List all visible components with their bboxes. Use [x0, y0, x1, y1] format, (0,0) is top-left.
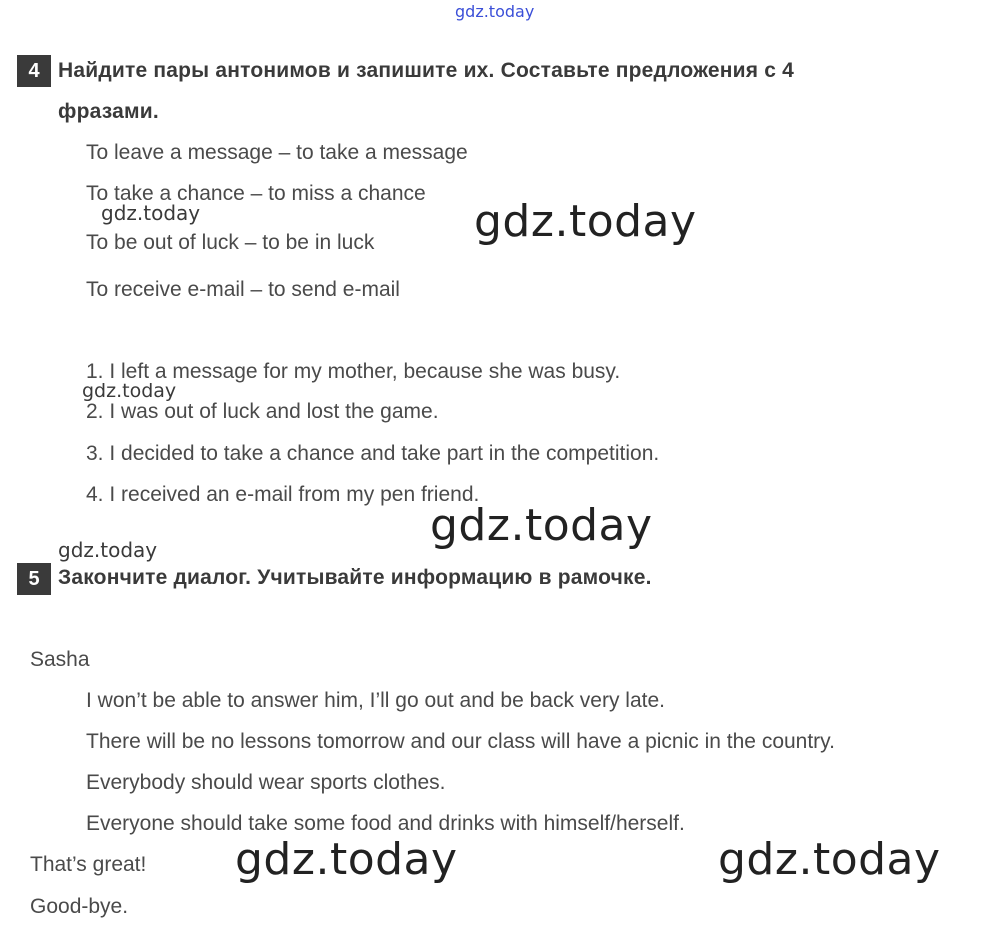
example-sentence: 4. I received an e-mail from my pen friend. — [86, 483, 480, 506]
watermark: gdz.today — [474, 196, 697, 247]
dialog-reply: Good-bye. — [30, 895, 129, 918]
example-sentence: 1. I left a message for my mother, because she was busy. — [86, 360, 621, 383]
watermark: gdz.today — [58, 538, 158, 562]
watermark: gdz.today — [101, 201, 201, 225]
task-4-number: 4 — [17, 55, 51, 87]
dialog-line: I won’t be able to answer him, I’ll go out and be back very late. — [86, 689, 665, 712]
example-sentence: 3. I decided to take a chance and take part in the competition. — [86, 442, 660, 465]
dialog-speaker: Sasha — [30, 648, 90, 671]
antonym-pair: To take a chance – to miss a chance — [86, 182, 426, 205]
watermark-top: gdz.today — [455, 2, 535, 21]
dialog-line: There will be no lessons tomorrow and our class will have a picnic in the country. — [86, 730, 835, 753]
watermark: gdz.today — [235, 834, 458, 885]
watermark: gdz.today — [82, 380, 177, 402]
antonym-pair: To leave a message – to take a message — [86, 141, 468, 164]
watermark: gdz.today — [718, 834, 941, 885]
antonym-pair: To be out of luck – to be in luck — [86, 231, 375, 254]
dialog-line: Everybody should wear sports clothes. — [86, 771, 446, 794]
task-5-number: 5 — [17, 563, 51, 595]
watermark: gdz.today — [430, 500, 653, 551]
task-4-title-line2: фразами. — [58, 100, 159, 123]
dialog-reply: That’s great! — [30, 853, 147, 876]
dialog-line: Everyone should take some food and drinks with himself/herself. — [86, 812, 685, 835]
example-sentence: 2. I was out of luck and lost the game. — [86, 400, 439, 423]
task-5-title: Закончите диалог. Учитывайте информацию в рамочке. — [58, 566, 652, 589]
antonym-pair: To receive e-mail – to send e-mail — [86, 278, 400, 301]
task-4-title-line1: Найдите пары антонимов и запишите их. Составьте предложения с 4 — [58, 59, 795, 82]
